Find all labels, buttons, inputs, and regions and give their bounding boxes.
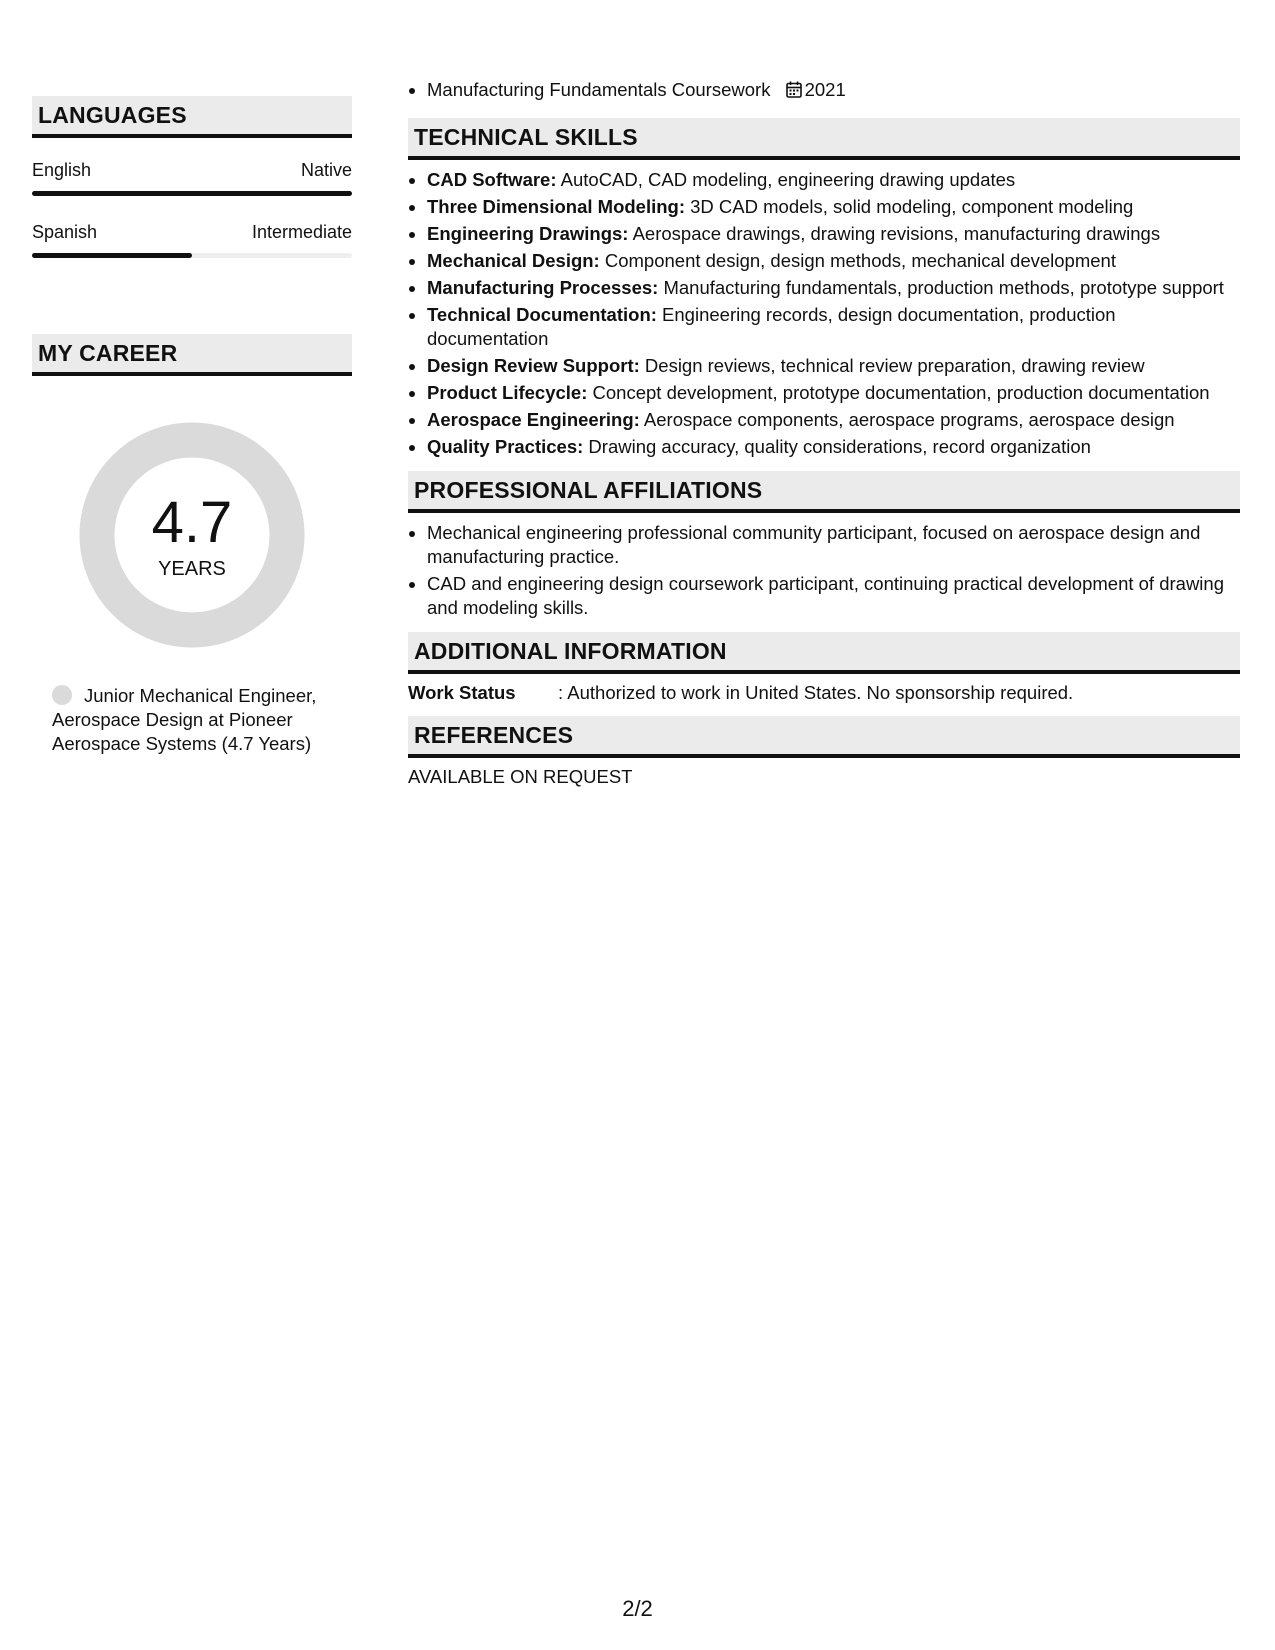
skill-text: AutoCAD, CAD modeling, engineering drawing updates [556, 169, 1016, 190]
language-level-fill [32, 253, 192, 258]
course-title: Manufacturing Fundamentals Coursework [427, 79, 771, 100]
skill-text: Drawing accuracy, quality considerations, record organization [583, 436, 1091, 457]
skill-text: Manufacturing fundamentals, production methods, prototype support [658, 277, 1224, 298]
references-heading: REFERENCES [408, 716, 1240, 758]
skill-item [427, 381, 1240, 405]
career-years-unit: YEARS [158, 558, 226, 580]
work-status-row [408, 682, 1240, 704]
skill-text: Aerospace drawings, drawing revisions, manufacturing drawings [628, 223, 1161, 244]
skill-text: Concept development, prototype documentation, production documentation [587, 382, 1210, 403]
calendar-icon [786, 80, 802, 104]
affiliation-item: • CAD and engineering design coursework participant, continuing practical development of drawing and modeling skills. [427, 572, 1240, 620]
languages-heading: LANGUAGES [32, 96, 352, 138]
left-column [32, 96, 352, 756]
language-item-spanish [32, 222, 352, 258]
skill-label: Three Dimensional Modeling: [427, 196, 685, 217]
skill-item [427, 249, 1240, 273]
career-total-years: 4.7 [151, 490, 233, 555]
skill-label: Product Lifecycle: [427, 382, 588, 403]
language-level-fill [32, 191, 352, 196]
additional-info-section [408, 632, 1240, 704]
work-status-value: : Authorized to work in United States. No sponsorship required. [558, 682, 1074, 703]
language-level: Native [300, 160, 352, 180]
skill-item [427, 303, 1240, 351]
skill-label: Mechanical Design: [427, 250, 600, 271]
skill-item [427, 195, 1240, 219]
skill-label: Aerospace Engineering: [427, 409, 640, 430]
career-legend-dot [52, 685, 72, 705]
skill-text: Design reviews, technical review preparation, drawing review [639, 355, 1145, 376]
language-name: Spanish [32, 222, 98, 242]
skill-item [427, 168, 1240, 192]
work-status-key: Work Status [408, 682, 516, 703]
skill-label: Engineering Drawings: [427, 223, 629, 244]
skill-item [427, 435, 1240, 459]
language-name: English [32, 160, 92, 180]
skill-label: Design Review Support: [427, 355, 640, 376]
references-section [408, 716, 1240, 788]
language-level-bar [32, 191, 352, 196]
skill-label: Quality Practices: [427, 436, 584, 457]
course-item [427, 78, 1240, 104]
skill-label: Manufacturing Processes: [427, 277, 659, 298]
skill-text: 3D CAD models, solid modeling, component modeling [685, 196, 1134, 217]
skill-label: Technical Documentation: [427, 304, 657, 325]
career-donut-chart [79, 422, 305, 648]
affiliations-section [408, 471, 1240, 620]
career-entry [52, 684, 342, 756]
technical-skills-heading: TECHNICAL SKILLS [408, 118, 1240, 160]
career-entry-text: Junior Mechanical Engineer, Aerospace Design at Pioneer Aerospace Systems (4.7 Years) [52, 685, 317, 754]
page-number: 2/2 [622, 1596, 653, 1621]
skill-item [427, 276, 1240, 300]
right-column [408, 78, 1240, 788]
skill-item [427, 408, 1240, 432]
language-level: Intermediate [251, 222, 352, 242]
skill-text: Aerospace components, aerospace programs, aerospace design [639, 409, 1175, 430]
references-text: AVAILABLE ON REQUEST [408, 766, 633, 787]
language-item-english [32, 160, 352, 196]
skill-label: CAD Software: [427, 169, 557, 190]
course-year: 2021 [804, 79, 846, 100]
skill-item [427, 222, 1240, 246]
skill-item [427, 354, 1240, 378]
additional-info-heading: ADDITIONAL INFORMATION [408, 632, 1240, 674]
skill-text: Engineering records, design documentation, production documentation [427, 304, 1116, 349]
career-heading: MY CAREER [32, 334, 352, 376]
course-list [408, 78, 1240, 104]
affiliations-heading: PROFESSIONAL AFFILIATIONS [408, 471, 1240, 513]
language-level-bar [32, 253, 352, 258]
affiliation-item: • Mechanical engineering professional community participant, focused on aerospace design and manufacturing practice. [427, 521, 1240, 569]
skill-text: Component design, design methods, mechanical development [599, 250, 1116, 271]
technical-skills-section [408, 118, 1240, 459]
